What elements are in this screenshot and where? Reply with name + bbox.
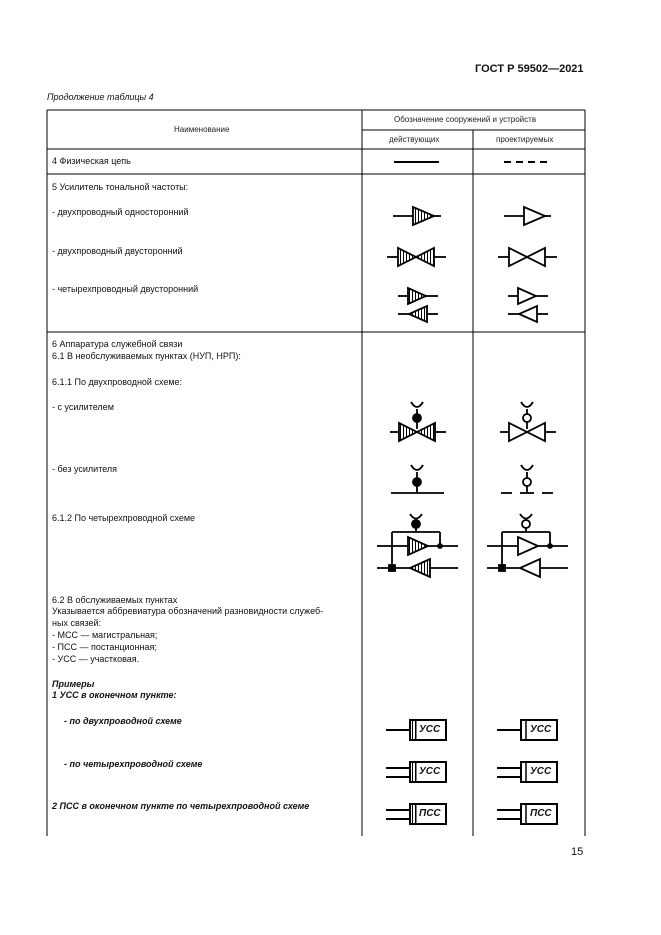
service-2wire-amp-existing-symbol — [390, 402, 446, 441]
pcc-4wire-planned-label: ПСС — [530, 808, 552, 819]
row-amplifier-2wire-one: - двухпроводный односторонний — [52, 207, 189, 217]
row-attended-list-1: - МСС — магистральная; — [52, 630, 158, 640]
row-attended-list-2: - ПСС — постанционная; — [52, 642, 157, 652]
amp-4wire-twoway-planned-symbol — [508, 288, 548, 322]
row-service-equipment: 6 Аппаратура служебной связи — [52, 339, 183, 349]
amp-4wire-twoway-existing-symbol — [398, 288, 438, 322]
service-2wire-amp-planned-symbol — [500, 402, 556, 441]
row-unattended: 6.1 В необслуживаемых пунктах (НУП, НРП): — [52, 351, 241, 361]
table-caption: Продолжение таблицы 4 — [47, 92, 154, 102]
column-header-name: Наименование — [174, 125, 230, 134]
service-2wire-noamp-planned-symbol — [501, 465, 553, 493]
standard-number: ГОСТ Р 59502—2021 — [475, 63, 584, 75]
row-2wire-scheme: 6.1.1 По двухпроводной схеме: — [52, 377, 183, 387]
row-attended-list-3: - УСС — участковая. — [52, 654, 140, 664]
example-1: 1 УСС в оконечном пункте: — [52, 690, 177, 700]
pcc-4wire-existing-label: ПСС — [419, 808, 441, 819]
row-without-amplifier: - без усилителя — [52, 464, 118, 474]
amp-2wire-oneway-planned-symbol — [504, 207, 551, 225]
example-1b: - по четырехпроводной схеме — [64, 759, 203, 769]
column-header-planned: проектируемых — [496, 135, 554, 144]
row-attended-note-1: Указывается аббревиатура обозначений разновидности служеб- — [52, 606, 324, 616]
amp-2wire-twoway-existing-symbol — [387, 248, 446, 266]
row-physical-circuit: 4 Физическая цепь — [52, 156, 131, 166]
service-4wire-planned-symbol — [487, 514, 568, 577]
row-4wire-scheme: 6.1.2 По четырехпроводной схеме — [52, 513, 196, 523]
example-2: 2 ПСС в оконечном пункте по четырехпроводной схеме — [52, 801, 310, 811]
column-header-existing: действующих — [389, 135, 440, 144]
row-attended: 6.2 В обслуживаемых пунктах — [52, 595, 178, 605]
row-amplifier-2wire-two: - двухпроводный двусторонний — [52, 246, 183, 256]
service-2wire-noamp-existing-symbol — [391, 465, 444, 493]
service-4wire-existing-symbol — [377, 514, 458, 577]
examples-title: Примеры — [52, 679, 95, 689]
row-with-amplifier: - с усилителем — [52, 402, 114, 412]
page-number: 15 — [571, 846, 584, 858]
ucc-4wire-existing-label: УСС — [419, 766, 441, 777]
column-header-designation: Обозначение сооружений и устройств — [394, 115, 537, 124]
amp-2wire-oneway-existing-symbol — [393, 207, 441, 225]
row-attended-note-2: ных связей: — [52, 618, 102, 628]
ucc-4wire-planned-label: УСС — [530, 766, 552, 777]
ucc-2wire-planned-label: УСС — [530, 724, 552, 735]
amp-2wire-twoway-planned-symbol — [498, 248, 557, 266]
example-1a: - по двухпроводной схеме — [64, 716, 182, 726]
ucc-2wire-existing-label: УСС — [419, 724, 441, 735]
row-amplifier: 5 Усилитель тональной частоты: — [52, 182, 189, 192]
row-amplifier-4wire-two: - четырехпроводный двусторонний — [52, 284, 199, 294]
